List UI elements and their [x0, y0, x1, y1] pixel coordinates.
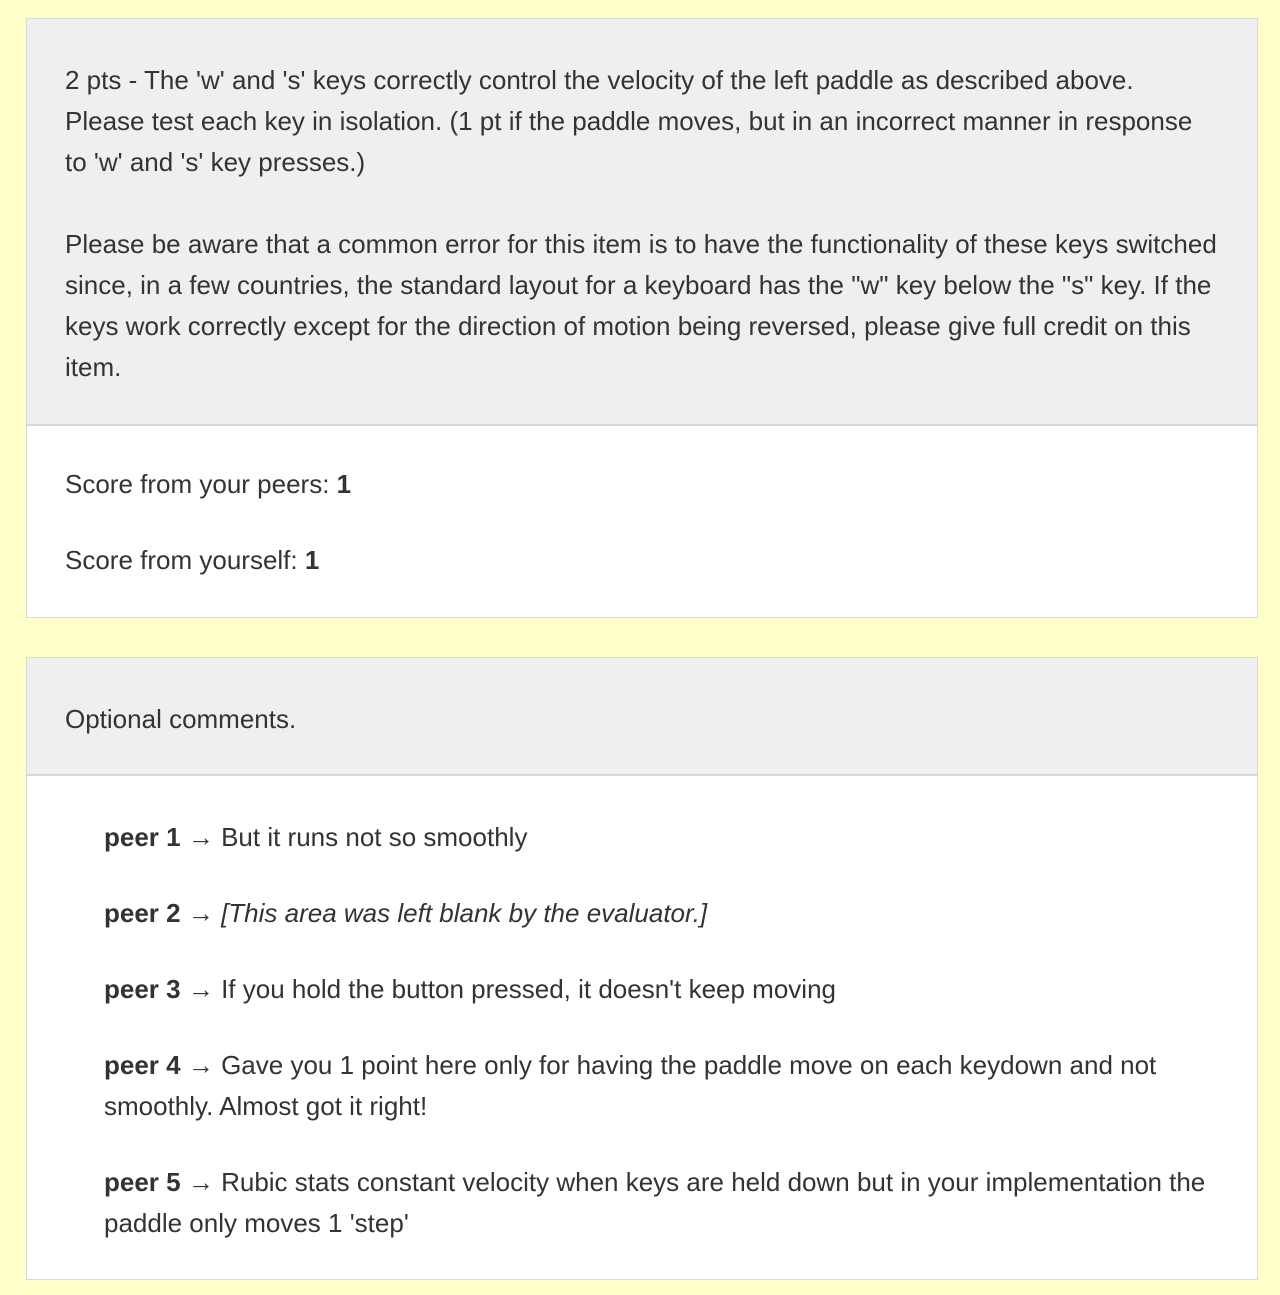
arrow-icon: → — [187, 1167, 214, 1197]
comments-header — [27, 658, 1257, 776]
comment-text: But it runs not so smoothly — [221, 822, 528, 852]
comment-item — [104, 1162, 1219, 1244]
comments-title: Optional comments. — [65, 704, 297, 734]
comment-text: If you hold the button pressed, it doesn't keep moving — [221, 974, 836, 1004]
comment-author: peer 5 — [104, 1167, 181, 1197]
self-score — [65, 543, 1219, 578]
rubric-description-text: 2 pts - The 'w' and 's' keys correctly control the velocity of the left paddle as described above. Please test each key in isolation. (1 pt if the paddle moves, but in an incorrect manner in response to 'w' and 's' key presses.) — [65, 65, 1193, 177]
peer-score-label: Score from your peers: — [65, 469, 330, 499]
comment-author: peer 3 — [104, 974, 181, 1004]
comments-card — [26, 657, 1258, 1280]
comment-author: peer 4 — [104, 1050, 181, 1080]
rubric-card — [26, 18, 1258, 618]
comment-list — [27, 776, 1257, 1244]
self-score-label: Score from yourself: — [65, 545, 298, 575]
comment-text: Gave you 1 point here only for having the paddle move on each keydown and not smoothly. Almost got it right! — [104, 1050, 1157, 1121]
peer-score-value: 1 — [336, 469, 352, 499]
comment-text: [This area was left blank by the evaluator.] — [221, 898, 708, 928]
comment-item — [104, 817, 1219, 858]
arrow-icon: → — [187, 1050, 214, 1080]
comment-item — [104, 1045, 1219, 1127]
rubric-description — [27, 19, 1257, 426]
comment-author: peer 1 — [104, 822, 181, 852]
peer-score — [65, 467, 1219, 502]
comment-item — [104, 893, 1219, 934]
comment-author: peer 2 — [104, 898, 181, 928]
arrow-icon: → — [187, 822, 214, 852]
scores-section — [27, 426, 1257, 578]
self-score-value: 1 — [304, 545, 320, 575]
rubric-note-text: Please be aware that a common error for this item is to have the functionality of these keys switched since, in a few countries, the standard layout for a keyboard has the "w" key below the "s" key. If the keys work correctly except for the direction of motion being reversed, please give full credit on this item. — [65, 229, 1217, 382]
arrow-icon: → — [187, 974, 214, 1004]
comment-text: Rubic stats constant velocity when keys are held down but in your implementation the paddle only moves 1 'step' — [104, 1167, 1206, 1238]
arrow-icon: → — [187, 898, 214, 928]
comment-item — [104, 969, 1219, 1010]
